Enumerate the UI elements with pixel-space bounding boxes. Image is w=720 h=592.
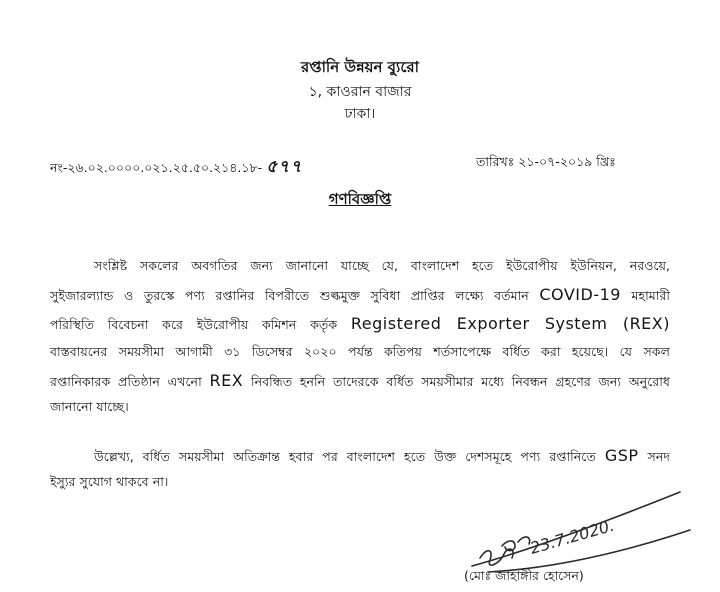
org-name: রপ্তানি উন্নয়ন ব্যুরো bbox=[301, 58, 419, 76]
p1-line3-text-a: পরিস্থিতি বিবেচনা করে ইউরোপীয় কমিশন কর্তৃক bbox=[50, 317, 351, 332]
org-address: ১, কাওরান বাজার bbox=[308, 84, 412, 100]
paragraph1-line1: সংশ্লিষ্ট সকলের অবগতির জন্য জানানো যাচ্ছে যে, বাংলাদেশ হতে ইউরোপীয় ইউনিয়ন, নরওয়ে, bbox=[94, 258, 670, 273]
rex-system-term: Registered Exporter System (REX) bbox=[350, 314, 670, 333]
signatory-name: (মোঃ জাহাঙ্গীর হোসেন) bbox=[464, 568, 584, 583]
p1-line2-text-b: মহামারী bbox=[620, 288, 670, 303]
paragraph1-line5 bbox=[50, 371, 670, 394]
covid-term: COVID-19 bbox=[539, 285, 621, 304]
p1-line2-text-a: সুইজারল্যান্ড ও তুরস্কে পণ্য রপ্তানির বিপরীতে শুল্কমুক্ত সুবিধা প্রাপ্তির লক্ষ্যে বর্তমান bbox=[50, 288, 540, 303]
memo-number bbox=[50, 154, 302, 182]
memo-number-handwritten: ৫৭৭ bbox=[266, 157, 303, 177]
memo-date: তারিখঃ ২১-০৭-২০১৯ খ্রিঃ bbox=[476, 154, 616, 169]
handwritten-date: 23.7.2020. bbox=[527, 515, 617, 558]
paragraph2-line1 bbox=[94, 446, 670, 469]
paragraph1-line3 bbox=[50, 314, 670, 337]
paragraph2-line2: ইস্যুর সুযোগ থাকবে না। bbox=[50, 474, 169, 489]
rex-term: REX bbox=[209, 371, 244, 390]
p1-line5-text-a: রপ্তানিকারক প্রতিষ্ঠান এখনো bbox=[50, 374, 210, 389]
memo-number-prefix: নং-২৬.০২.০০০০.০২১.২৫.৫০.২১৪.১৮- bbox=[50, 160, 263, 175]
p1-line5-text-b: নিবন্ধিত হননি তাদেরকে বর্ধিত সময়সীমার মধ্যে নিবন্ধন গ্রহণের জন্য অনুরোধ bbox=[243, 374, 670, 389]
org-city: ঢাকা। bbox=[344, 106, 376, 122]
paragraph1-line6: জানানো যাচ্ছে। bbox=[50, 399, 129, 414]
paragraph1-line2 bbox=[50, 285, 670, 308]
p2-line1-text-a: উল্লেখ্য, বর্ধিত সময়সীমা অতিক্রান্ত হবার পর বাংলাদেশ হতে উক্ত দেশসমূহে পণ্য রপ্তানিতে bbox=[94, 449, 605, 464]
gsp-term: GSP bbox=[604, 446, 639, 465]
paragraph1-line4: বাস্তবায়নের সময়সীমা আগামী ৩১ ডিসেম্বর ২০২০ পর্যন্ত কতিপয় শর্তসাপেক্ষে বর্ধিত করা হয়েছে। যে সকল bbox=[50, 344, 670, 359]
notice-title: গণবিজ্ঞপ্তি bbox=[328, 190, 392, 208]
p2-line1-text-b: সনদ bbox=[638, 449, 670, 464]
